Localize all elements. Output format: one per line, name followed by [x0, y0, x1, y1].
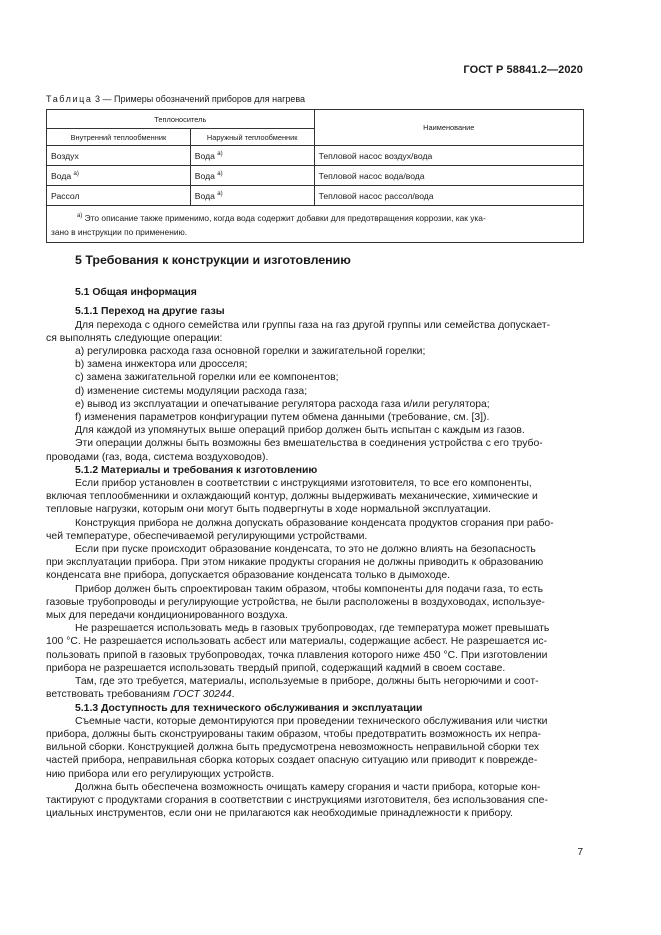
table-row	[47, 146, 584, 166]
list-item: а) регулировка расхода газа основной горелки и зажигательной горелки;	[75, 346, 426, 358]
table-3	[46, 109, 584, 243]
subsection-5-1-3: 5.1.3 Доступность для технического обслуживания и эксплуатации	[75, 702, 423, 714]
list-item: d) изменение системы модуляции расхода газа;	[75, 385, 308, 397]
list-item: c) замена зажигательной горелки или ее компонентов;	[75, 372, 339, 384]
cell-name: Тепловой насос рассол/вода	[314, 186, 583, 206]
table-row	[47, 186, 584, 206]
header-outer-exchanger: Наружный теплообменник	[190, 129, 314, 146]
table-row	[47, 166, 584, 186]
header-coolant: Теплоноситель	[47, 110, 315, 129]
cell-name: Тепловой насос воздух/вода	[314, 146, 583, 166]
subsection-5-1-1: 5.1.1 Переход на другие газы	[75, 306, 225, 318]
footnote-mark: а)	[77, 213, 83, 219]
table-caption-text: 3 — Примеры обозначений приборов для нагрева	[92, 94, 306, 104]
header-name: Наименование	[314, 110, 583, 146]
footnote-text-2: зано в инструкции по применению.	[51, 227, 188, 237]
page-number: 7	[577, 847, 583, 858]
section-body: 5 Требования к конструкции и изготовлению 5.1 Общая информация 5.1.1 Переход на другие газы Для перехода с одного семейства или группы газа на газ другой группы или семейства допускает- ся выполнять следующие операции: а) регулировка расхода газа основной горелки и зажигательной горелки; b) замена инжектора или дросселя; c) замена зажигательной горелки или ее компонентов; d) изменение системы модуляции расхода газа; e) вывод из эксплуатации и опечатывание регулятора расхода газа и/или регулятора; f) изменения параметров конфигурации путем обмена данными (требование, см. [3]). Для каждой из упомянутых выше операций прибор должен быть испытан с каждым из газов. Эти операции должны быть возможны без вмешательства в соединения устройства с его трубо- проводами (газ, вода, система воздуховодов). 5.1.2 Материалы и требования к изготовлению Если прибор установлен в соответствии с инструкциями изготовителя, то все его компоненты, включая теплообменники и охлаждающий контур, должны выдерживать механические, химические и тепловые нагрузки, которым они могут быть подвергнуты в ходе нормальной эксплуатации. Конструкция прибора не должна допускать образование конденсата продуктов сгорания при рабо- чей температуре, обеспечиваемой регулирующими устройствами. Если при пуске происходит образование конденсата, то это не должно влиять на безопасность при эксплуатации прибора. При этом никакие продукты сгорания не должны приводить к образованию конденсата вне прибора, допускается образование конденсата только в дымоходе. Прибор должен быть спроектирован таким образом, чтобы компоненты для подачи газа, то есть газовые трубопроводы и регулирующие устройства, не были расположены в воздуховодах, используе- мых для передачи кондиционированного воздуха. Не разрешается использовать медь в газовых трубопроводах, где температура может превышать 100 °С. Не разрешается использовать асбест или материалы, содержащие асбест. Не разрешается ис- пользовать припой в газовых трубопроводах, точка плавления которого ниже 450 °С. При изготовлении прибора не разрешается использовать твердый припой, содержащий кадмий в своем составе. Там, где это требуется, материалы, используемые в приборе, должны быть негорючими и соот- ветствовать требованиям ГОСТ 30244. 5.1.3 Доступность для технического обслуживания и эксплуатации Съемные части, которые демонтируются при проведении технического обслуживания или чистки прибора, должны быть сконструированы таким образом, чтобы предотвратить возможность их непра- вильной сборки. Конструкцией должна быть предусмотрена невозможность неправильной сборки тех частей прибора, неправильная сборка которых создает опасную ситуацию или приводит к поврежде- нию прибора или его регулирующих устройств. Должна быть обеспечена возможность очищать камеру сгорания и части прибора, которые кон- тактируют с продуктами сгорания в соответствии с инструкциями изготовителя, без использования спе- циальных инструментов, если они не прилагаются как необходимые принадлежности к прибору.	[75, 254, 583, 820]
cell-inner: Рассол	[47, 186, 191, 206]
table-footnote	[47, 206, 584, 243]
list-item: e) вывод из эксплуатации и опечатывание регулятора расхода газа и/или регулятора;	[75, 398, 490, 410]
cell-outer: Вода $^{а)}$	[190, 166, 314, 186]
cell-outer: Вода $^{а)}$	[190, 146, 314, 166]
table-caption	[46, 94, 305, 104]
standard-reference: ГОСТ 30244	[172, 689, 232, 701]
section-title: 5 Требования к конструкции и изготовлению	[75, 253, 351, 267]
cell-outer: Вода $^{а)}$	[190, 186, 314, 206]
document-id: ГОСТ Р 58841.2—2020	[463, 64, 583, 76]
list-item: f) изменения параметров конфигурации путем обмена данными (требование, см. [3]).	[75, 412, 490, 424]
cell-name: Тепловой насос вода/вода	[314, 166, 583, 186]
cell-inner: Воздух	[47, 146, 191, 166]
header-inner-exchanger: Внутренний теплообменник	[47, 129, 191, 146]
footnote-text-1: Это описание также применимо, когда вода содержит добавки для предотвращения коррозии, как ука-	[82, 213, 486, 223]
cell-inner: Вода $^{а)}$	[47, 166, 191, 186]
list-item: b) замена инжектора или дросселя;	[75, 359, 248, 371]
table-caption-label: Таблица	[46, 94, 93, 104]
subsection-5-1-2: 5.1.2 Материалы и требования к изготовлению	[75, 464, 318, 476]
subsection-5-1: 5.1 Общая информация	[75, 287, 197, 299]
